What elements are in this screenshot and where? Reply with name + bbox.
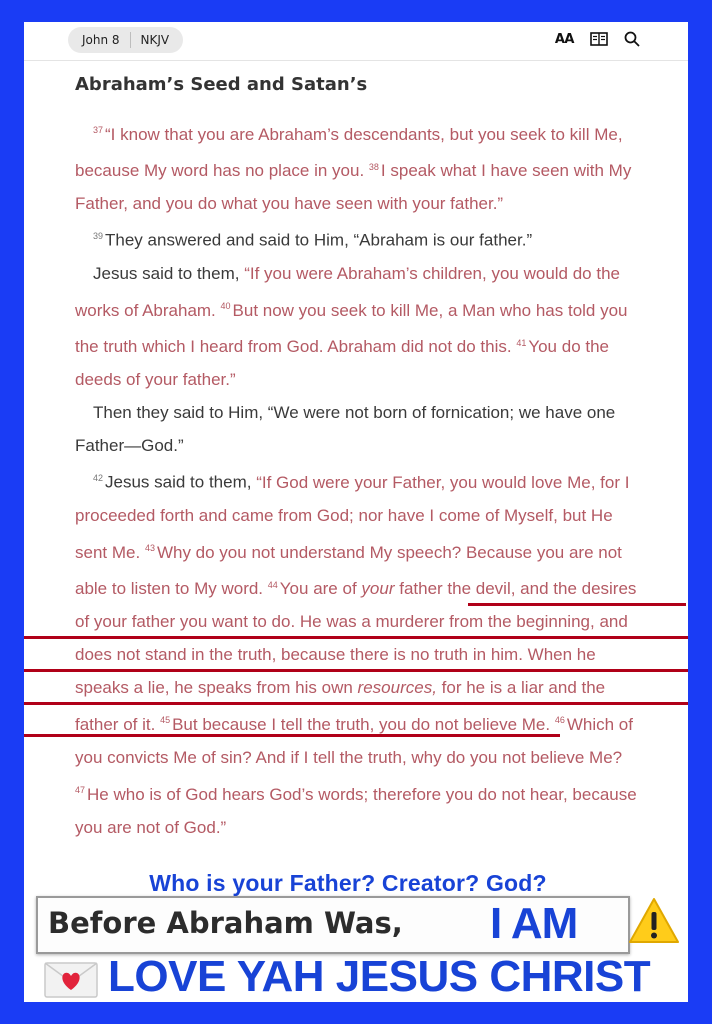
verse-number: 43 <box>144 542 155 553</box>
verse-number: 41 <box>516 337 527 348</box>
top-bar <box>24 22 688 61</box>
banner <box>36 896 630 954</box>
verse-number: 38 <box>368 161 379 172</box>
section-heading: Abraham’s Seed and Satan’s <box>75 74 368 95</box>
verse-text: Which of you convicts Me of sin? And if I tell the truth, why do you not believe Me? <box>75 714 633 767</box>
verse-text: They answered and said to Him, “Abraham is our father.” <box>105 230 533 250</box>
book-chapter-button[interactable]: John 8 <box>82 33 120 47</box>
paragraph <box>75 462 645 843</box>
underline-mark <box>24 636 688 639</box>
banner-text: Before Abraham Was, <box>48 906 403 940</box>
verse-number: 39 <box>93 231 104 242</box>
verse-text: “If you were Abraham’s children, you would do the works of Abraham. <box>75 263 620 320</box>
book-icon[interactable] <box>590 32 608 46</box>
love-row <box>44 952 654 1002</box>
verse-number: 44 <box>267 579 278 590</box>
love-letter-icon <box>44 962 98 1002</box>
verse-number: 46 <box>554 715 565 726</box>
warning-icon <box>628 896 680 950</box>
verse-text: Then they said to Him, “We were not born of fornication; we have one Father—God.” <box>75 403 616 456</box>
verse-number: 42 <box>93 473 104 484</box>
verse-text: “If God were your Father, you would love Me, for I proceeded forth and came from God; nor have I come of Myself, but He sent Me. <box>75 472 630 562</box>
love-text: LOVE YAH JESUS CHRIST <box>108 952 651 1001</box>
verse-number: 37 <box>93 125 104 135</box>
overlay-question: Who is your Father? Creator? God? <box>149 870 547 896</box>
paragraph <box>75 114 645 220</box>
paragraph <box>75 220 645 257</box>
paragraph <box>75 396 645 462</box>
underline-mark <box>24 702 688 705</box>
reference-selector[interactable] <box>68 27 183 53</box>
verse-text: Why do you not understand My speech? Because you are not able to listen to My word. <box>75 542 622 599</box>
verse-number: 45 <box>160 715 171 726</box>
verse-text: for he is a liar and the father of it. <box>75 678 606 734</box>
underline-mark <box>468 603 686 606</box>
verse-number: 47 <box>75 784 86 795</box>
verse-text-italic: resources, <box>357 678 437 698</box>
verse-text: “I know that you are Abraham’s descendants, but you seek to kill Me, because My word has no place in you. <box>75 124 623 181</box>
verse-text: I speak what I have seen with My Father, and you do what you have seen with your father.” <box>75 161 632 214</box>
verse-text: father the devil, and the desires of your father you want to do. He was a murderer from the beginning, and does not stand in the truth, because there is no truth in him. When he speaks a lie, he speaks from his own <box>75 579 637 698</box>
underline-mark <box>24 734 560 737</box>
verse-number: 40 <box>220 300 231 311</box>
version-button[interactable]: NKJV <box>140 33 170 47</box>
verse-text: Jesus said to them, <box>93 263 240 283</box>
verse-text: You do the deeds of your father.” <box>75 337 610 390</box>
verse-text: But now you seek to kill Me, a Man who has told you the truth which I heard from God. Abraham did not do this. <box>75 300 628 357</box>
bible-reader-window <box>24 22 688 1002</box>
toolbar <box>555 31 640 47</box>
verse-text: Jesus said to them, <box>105 472 252 492</box>
verse-text: But because I tell the truth, you do not believe Me. <box>172 714 551 734</box>
underline-mark <box>24 669 688 672</box>
verse-text-italic: your <box>361 579 395 599</box>
banner-i-am: I AM <box>490 899 578 948</box>
search-icon[interactable] <box>624 31 640 47</box>
font-size-icon[interactable]: AA <box>554 31 574 47</box>
verse-text: He who is of God hears God’s words; therefore you do not hear, because you are not of God.” <box>75 784 637 837</box>
verse-text: You are of <box>279 579 357 599</box>
paragraph <box>75 257 645 396</box>
